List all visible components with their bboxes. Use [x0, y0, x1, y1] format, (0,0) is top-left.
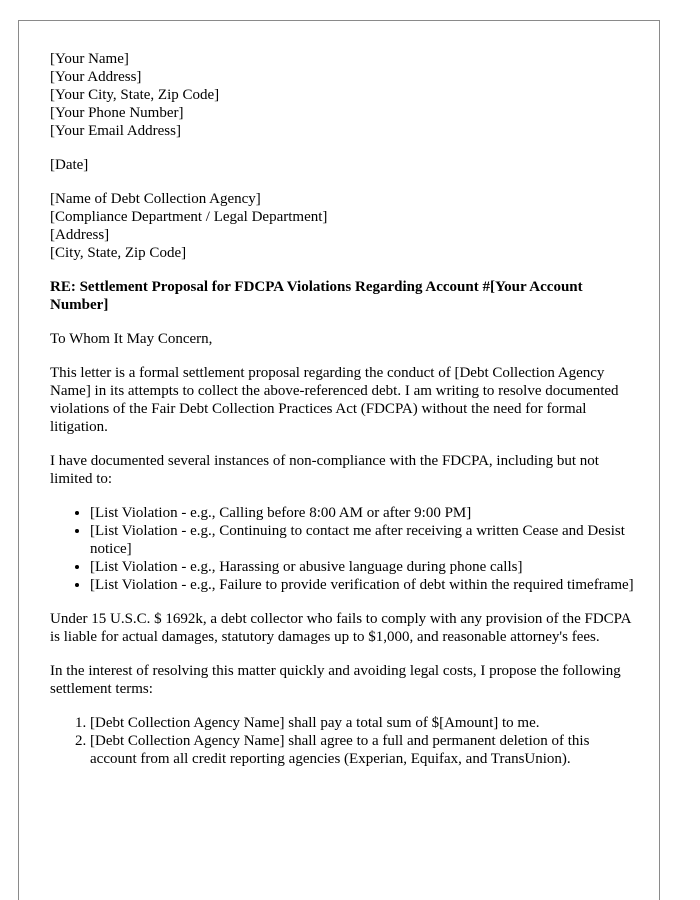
list-item: • [List Violation - e.g., Continuing to contact me after receiving a written Cease and Desist notice]	[90, 522, 635, 558]
violations-intro-paragraph: I have documented several instances of non-compliance with the FDCPA, including but not limited to:	[50, 453, 599, 487]
sender-phone: [Your Phone Number]	[50, 105, 184, 121]
list-item: 1. [Debt Collection Agency Name] shall pay a total sum of $[Amount] to me.	[90, 714, 635, 732]
recipient-agency-name: [Name of Debt Collection Agency]	[50, 191, 261, 207]
letter-date: [Date]	[50, 157, 89, 173]
recipient-address-block	[50, 190, 635, 262]
list-item: • [List Violation - e.g., Failure to provide verification of debt within the required timeframe]	[90, 576, 635, 594]
sender-name: [Your Name]	[50, 51, 129, 67]
sender-address: [Your Address]	[50, 69, 142, 85]
legal-basis-paragraph: Under 15 U.S.C. $ 1692k, a debt collector who fails to comply with any provision of the FDCPA is liable for actual damages, statutory damages up to $1,000, and reasonable attorney's fees.	[50, 611, 631, 645]
list-item: • [List Violation - e.g., Harassing or abusive language during phone calls]	[90, 558, 635, 576]
list-item: 2. [Debt Collection Agency Name] shall agree to a full and permanent deletion of this account from all credit reporting agencies (Experian, Equifax, and TransUnion).	[90, 732, 635, 768]
list-item: • [List Violation - e.g., Calling before 8:00 AM or after 9:00 PM]	[90, 504, 635, 522]
sender-email: [Your Email Address]	[50, 123, 181, 139]
subject-line: RE: Settlement Proposal for FDCPA Violations Regarding Account #[Your Account Number]	[50, 279, 583, 313]
recipient-department: [Compliance Department / Legal Department]	[50, 209, 328, 225]
terms-intro-paragraph: In the interest of resolving this matter quickly and avoiding legal costs, I propose the following settlement terms:	[50, 663, 621, 697]
sender-address-block	[50, 50, 635, 140]
recipient-address: [Address]	[50, 227, 110, 243]
intro-paragraph: This letter is a formal settlement proposal regarding the conduct of [Debt Collection Agency Name] in its attempts to collect the above-referenced debt. I am writing to resolve documented violations of the Fair Debt Collection Practices Act (FDCPA) without the need for formal litigation.	[50, 365, 619, 435]
salutation: To Whom It May Concern,	[50, 331, 213, 347]
recipient-city-state-zip: [City, State, Zip Code]	[50, 245, 187, 261]
letter-page	[18, 20, 660, 900]
settlement-terms-list	[50, 714, 635, 768]
violations-list	[50, 504, 635, 594]
letter-content	[50, 50, 635, 784]
sender-city-state-zip: [Your City, State, Zip Code]	[50, 87, 220, 103]
